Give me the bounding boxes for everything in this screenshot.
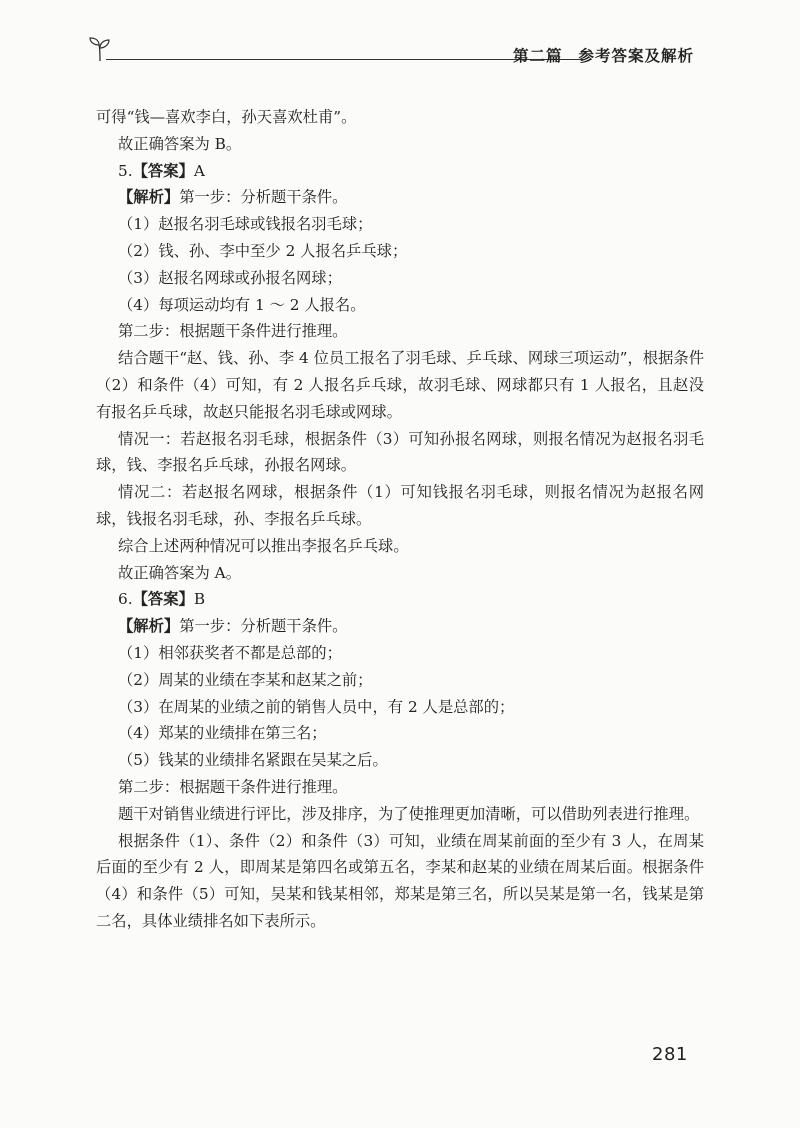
q6-analysis-line: [96, 613, 704, 640]
text-line: 可得“钱—喜欢李白，孙天喜欢杜甫”。: [96, 108, 357, 126]
paragraph: 情况二：若赵报名网球，根据条件（1）可知钱报名羽毛球，则报名情况为赵报名网球，钱报名羽毛球，孙、李报名乒乓球。: [96, 483, 704, 528]
paragraph: 情况一：若赵报名羽毛球，根据条件（3）可知孙报名网球，则报名情况为赵报名羽毛球，钱、李报名乒乓球，孙报名网球。: [96, 429, 704, 475]
page-header: [78, 36, 728, 76]
condition-item: （3）赵报名网球或孙报名网球；: [118, 268, 342, 287]
answer-value: B: [193, 590, 206, 609]
paragraph: 题干对销售业绩进行评比，涉及排序，为了使推理更加清晰，可以借助列表进行推理。: [118, 804, 700, 823]
condition-item: （2）钱、孙、李中至少 2 人报名乒乓球；: [118, 241, 408, 260]
answer-value: A: [193, 161, 205, 180]
question-number: 6.: [118, 590, 133, 609]
condition-item: （3）在周某的业绩之前的销售人员中，有 2 人是总部的；: [118, 697, 515, 716]
page-number: 281: [652, 1044, 688, 1065]
condition-item: （4）郑某的业绩排在第三名；: [118, 724, 327, 743]
header-title: [513, 44, 694, 66]
answer-line: 故正确答案为 A。: [118, 563, 241, 582]
q5-analysis-line: [96, 184, 704, 211]
paragraph: 根据条件（1）、条件（2）和条件（3）可知，业绩在周某前面的至少有 3 人，在周某后面的至少有 2 人，即周某是第四名或第五名，李某和赵某的业绩在周某后面。根据条件（4）和条件（5）可知，吴某和钱某相邻，郑某是第三名，所以吴某是第一名，钱某是第二名，具体业绩排名如下表所示。: [96, 831, 704, 930]
q5-answer-line: [96, 158, 704, 185]
q6-answer-line: [96, 586, 704, 613]
answer-body: [96, 104, 704, 935]
condition-item: （4）每项运动均有 1 ～ 2 人报名。: [118, 295, 366, 314]
condition-item: （1）赵报名羽毛球或钱报名羽毛球；: [118, 215, 373, 234]
step-text: 第一步：分析题干条件。: [179, 188, 348, 207]
step-text: 第二步：根据题干条件进行推理。: [118, 777, 348, 796]
answer-line: 故正确答案为 B。: [118, 134, 242, 153]
summary-line: 综合上述两种情况可以推出李报名乒乓球。: [118, 536, 409, 555]
condition-item: （5）钱某的业绩排名紧跟在吴某之后。: [118, 751, 388, 770]
step-text: 第一步：分析题干条件。: [179, 617, 348, 636]
paragraph: 结合题干“赵、钱、孙、李 4 位员工报名了羽毛球、乒乓球、网球三项运动”，根据条件（2）和条件（4）可知，有 2 人报名乒乓球，故羽毛球、网球都只有 1 人报名，且赵没有报名乒乓球，故赵只能报名羽毛球或网球。: [96, 349, 704, 421]
analysis-tag: 【解析】: [118, 617, 180, 636]
header-section-title: 参考答案及解析: [578, 47, 694, 65]
condition-item: （2）周某的业绩在李某和赵某之前；: [118, 670, 373, 689]
answer-tag: 【答案】: [132, 590, 194, 609]
question-number: 5.: [118, 161, 133, 180]
header-part: 第二篇: [512, 47, 563, 65]
answer-tag: 【答案】: [132, 161, 194, 180]
condition-item: （1）相邻获奖者不都是总部的；: [118, 643, 342, 662]
analysis-tag: 【解析】: [118, 188, 180, 207]
step-text: 第二步：根据题干条件进行推理。: [118, 322, 348, 341]
